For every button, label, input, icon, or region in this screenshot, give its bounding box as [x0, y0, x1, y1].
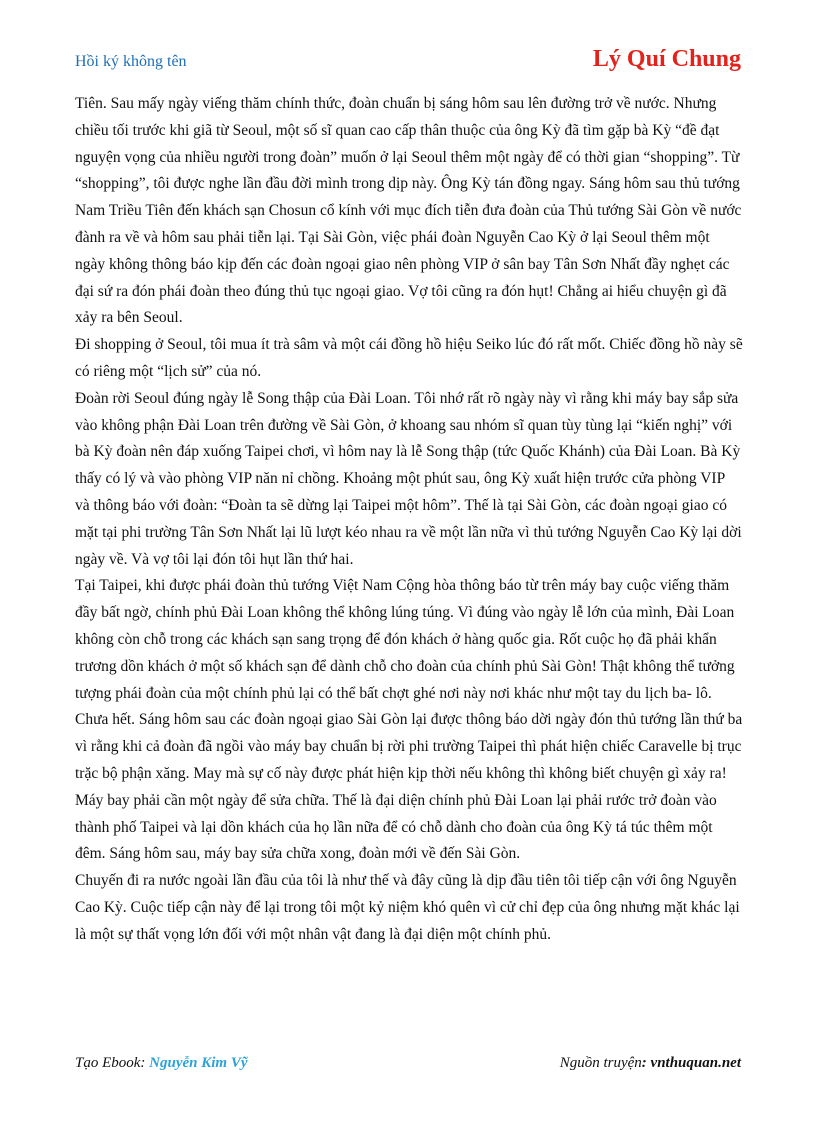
page-footer	[75, 1055, 741, 1077]
ebook-credit-separator: :	[140, 1055, 150, 1071]
ebook-credit	[75, 1055, 248, 1072]
paragraph-4: Tại Taipei, khi được phái đoàn thủ tướng Việt Nam Cộng hòa thông báo từ trên máy bay cuộc viếng thăm đầy bất ngờ, chính phủ Đài Loan không thể không lúng túng. Vì đúng vào ngày lễ lớn của mình, Đài Loan không còn chỗ trong các khách sạn sang trọng để đón khách ở hàng quốc gia. Rốt cuộc họ đã phải khẩn trương dồn khách ở một số khách sạn để dành chỗ cho đoàn của chính phủ Sài Gòn! Thật không thể tưởng tượng phái đoàn của một chính phủ lại có thể bất chợt ghé nơi này nơi khác như một tay du lịch ba- lô.	[75, 577, 735, 702]
source-site-name: vnthuquan.net	[650, 1055, 741, 1071]
paragraph-5: Chưa hết. Sáng hôm sau các đoàn ngoại giao Sài Gòn lại được thông báo dời ngày đón thủ tướng lần thứ ba vì rằng khi cả đoàn đã ngồi vào máy bay chuẩn bị rời phi trường Taipei thì phát hiện chiếc Caravelle bị trục trặc bộ phận xăng. May mà sự cố này được phát hiện kịp thời nếu không thì không biết chuyện gì xảy ra!	[75, 711, 743, 782]
source-credit-separator: :	[641, 1055, 651, 1071]
ebook-credit-label: Tạo Ebook	[75, 1055, 141, 1071]
paragraph-6: Máy bay phải cần một ngày để sửa chữa. Thế là đại diện chính phủ Đài Loan lại phải rước trở đoàn vào thành phố Taipei và lại dồn khách của họ lần nữa để có chỗ dành cho đoàn của ông Kỳ tá túc thêm một đêm. Sáng hôm sau, máy bay sửa chữa xong, đoàn mới về đến Sài Gòn.	[75, 791, 717, 863]
paragraph-3: Đoàn rời Seoul đúng ngày lễ Song thập của Đài Loan. Tôi nhớ rất rõ ngày này vì rằng khi máy bay sắp sửa vào không phận Đài Loan trên đường về Sài Gòn, ở khoang sau nhóm sĩ quan tùy tùng lại “kiến nghị” với bà Kỳ đoàn nên đáp xuống Taipei chơi, vì hôm nay là lễ Song thập (tức Quốc Khánh) của Đài Loan. Bà Kỳ thấy có lý và vào phòng VIP năn nỉ chồng. Khoảng một phút sau, ông Kỳ xuất hiện trước cửa phòng VIP và thông báo với đoàn: “Đoàn ta sẽ dừng lại Taipei một hôm”. Thế là tại Sài Gòn, các đoàn ngoại giao có mặt tại phi trường Tân Sơn Nhất lại lũ lượt kéo nhau ra về một lần nữa vì thủ tướng Nguyễn Cao Kỳ lại dời ngày về. Và vợ tôi lại đón tôi hụt lần thứ hai.	[75, 389, 742, 568]
book-title: Hồi ký không tên	[75, 53, 187, 70]
ebook-creator-name: Nguyễn Kim Vỹ	[149, 1055, 248, 1071]
source-credit	[560, 1055, 741, 1072]
paragraph-1: Tiên. Sau mấy ngày viếng thăm chính thức, đoàn chuẩn bị sáng hôm sau lên đường trở về nước. Nhưng chiều tối trước khi giã từ Seoul, một số sĩ quan cao cấp thân thuộc của ông Kỳ đã tìm gặp bà Kỳ “đề đạt nguyện vọng của nhiều người trong đoàn” muốn ở lại Seoul thêm một ngày để có thời gian “shopping”. Từ “shopping”, tôi được nghe lần đầu đời mình trong dịp này. Ông Kỳ tán đồng ngay. Sáng hôm sau thủ tướng Nam Triều Tiên đến khách sạn Chosun cổ kính với mục đích tiễn đưa đoàn của Thủ tướng Sài Gòn về nước đành ra về và hôm sau phải tiễn lại. Tại Sài Gòn, việc phái đoàn Nguyễn Cao Kỳ ở lại Seoul thêm một ngày không thông báo kịp đến các đoàn ngoại giao nên phòng VIP ở sân bay Tân Sơn Nhất đầy nghẹt các đại sứ ra đón phái đoàn theo đúng thủ tục ngoại giao. Vợ tôi cũng ra đón hụt! Chẳng ai hiểu chuyện gì đã xảy ra bên Seoul.	[75, 95, 742, 327]
author-name: Lý Quí Chung	[592, 46, 741, 72]
page-header	[75, 46, 741, 80]
body-text	[75, 91, 743, 949]
source-credit-label: Nguồn truyện	[559, 1055, 642, 1071]
paragraph-2: Đi shopping ở Seoul, tôi mua ít trà sâm và một cái đồng hồ hiệu Seiko lúc đó rất mốt. Chiếc đồng hồ này sẽ có riêng một “lịch sử” của nó.	[75, 336, 743, 380]
paragraph-7: Chuyến đi ra nước ngoài lần đầu của tôi là như thế và đây cũng là dịp đầu tiên tôi tiếp cận với ông Nguyễn Cao Kỳ. Cuộc tiếp cận này để lại trong tôi một kỷ niệm khó quên vì cử chỉ đẹp của ông nhưng mặt khác lại là một sự thất vọng lớn đối với một nhân vật đang là đại diện một chính phủ.	[75, 872, 740, 943]
